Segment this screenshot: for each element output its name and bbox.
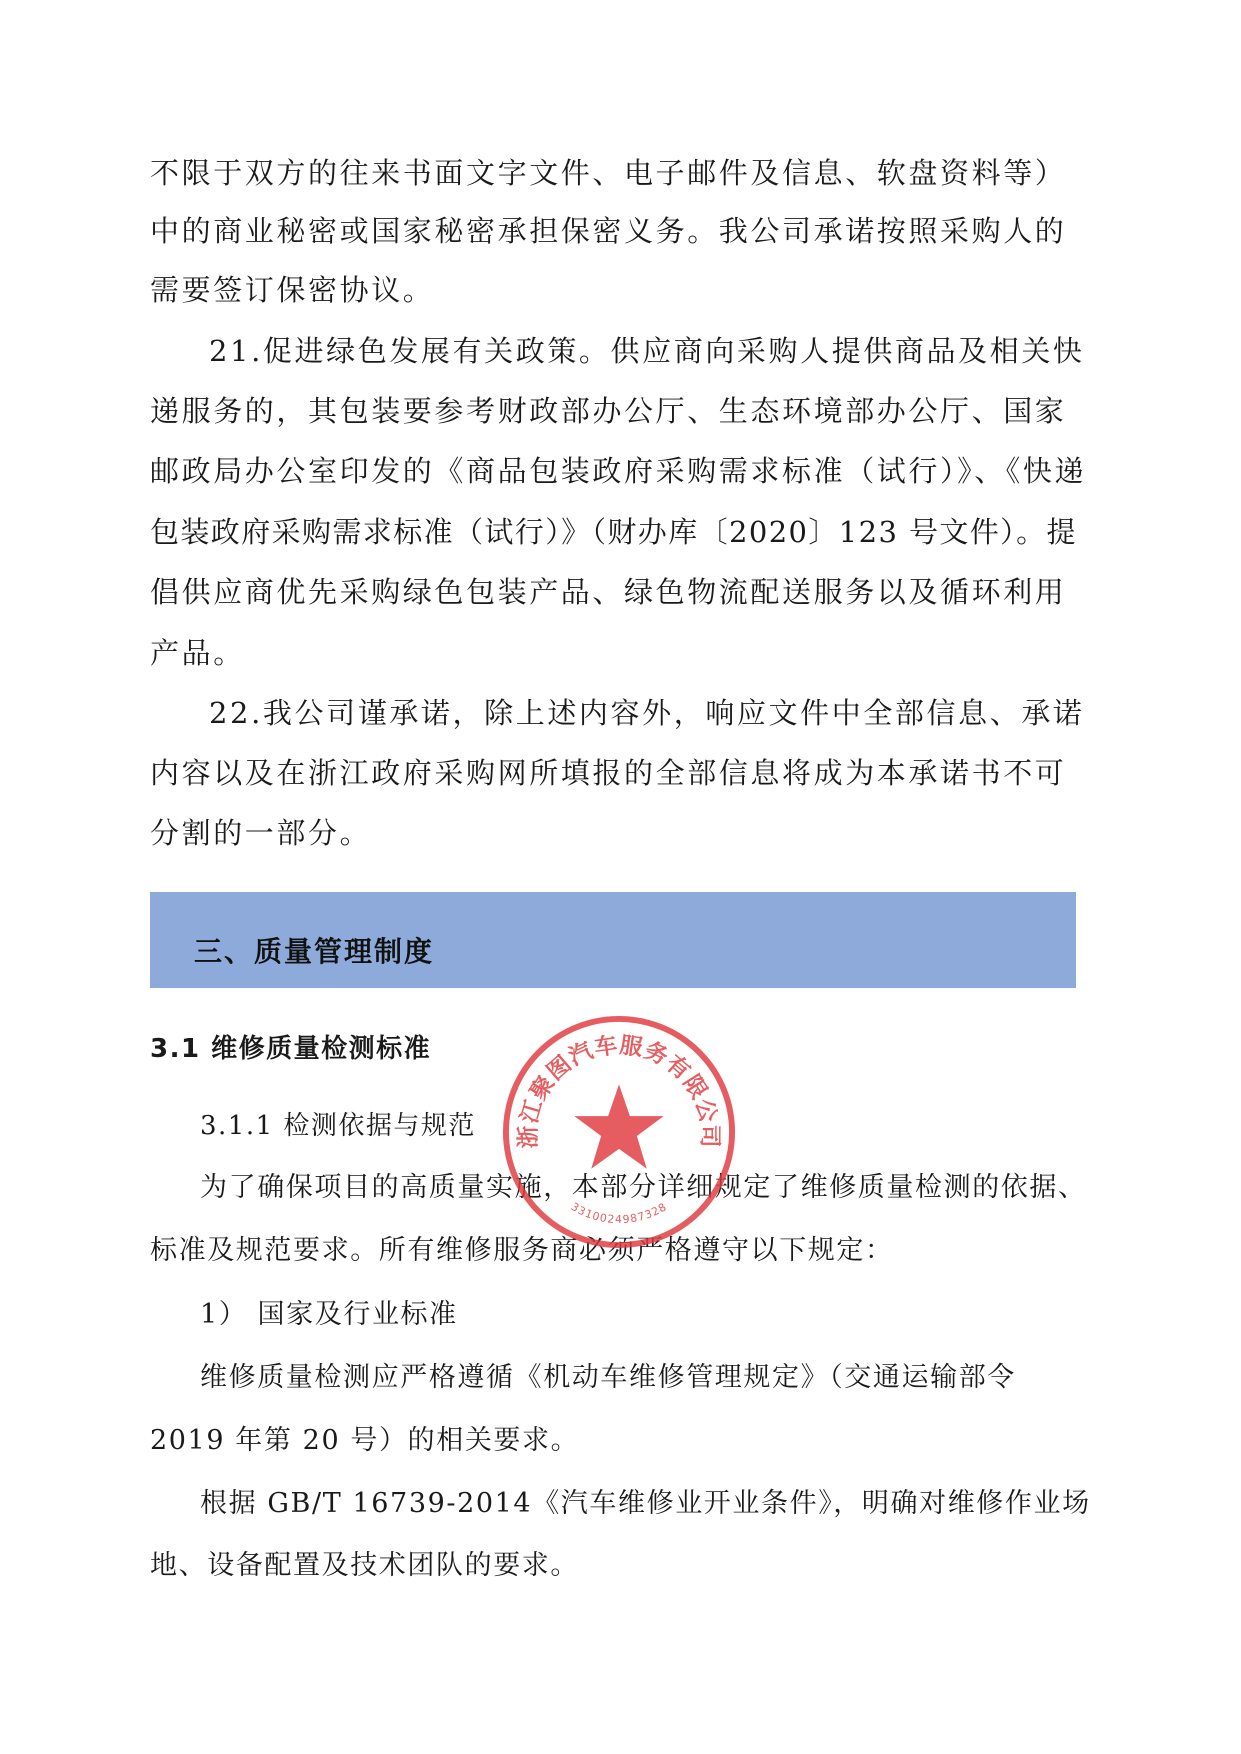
star-icon [574, 1084, 663, 1168]
body-line: 为了确保项目的高质量实施，本部分详细规定了维修质量检测的依据、 [200, 1172, 1087, 1203]
seal-company-name: 浙江聚图汽车服务有限公司 [515, 1032, 723, 1149]
paragraph-line: 不限于双方的往来书面文字文件、电子邮件及信息、软盘资料等） [150, 156, 1067, 190]
paragraph-line: 22.我公司谨承诺，除上述内容外，响应文件中全部信息、承诺 [209, 696, 1085, 730]
paragraph-line: 倡供应商优先采购绿色包装产品、绿色物流配送服务以及循环利用 [150, 575, 1067, 609]
paragraph-line: 产品。 [150, 636, 245, 670]
sub-subsection-title: 3.1.1 检测依据与规范 [200, 1111, 476, 1141]
body-line: 标准及规范要求。所有维修服务商必须严格遵守以下规定： [150, 1235, 894, 1266]
paragraph-line: 包装政府采购需求标准（试行）》（财办库〔2020〕123 号文件）。提 [150, 515, 1077, 549]
section-heading-band [150, 892, 1076, 988]
body-line: 地、设备配置及技术团队的要求。 [150, 1550, 579, 1581]
seal-number: 3310024987328 [568, 1200, 670, 1227]
body-line: 根据 GB/T 16739-2014《汽车维修业开业条件》，明确对维修作业场 [200, 1488, 1091, 1519]
paragraph-line: 中的商业秘密或国家秘密承担保密义务。我公司承诺按照采购人的 [150, 214, 1067, 248]
body-line: 维修质量检测应严格遵循《机动车维修管理规定》（交通运输部令 [200, 1362, 1016, 1393]
subsection-title: 3.1 维修质量检测标准 [150, 1034, 432, 1064]
paragraph-line: 21.促进绿色发展有关政策。供应商向采购人提供商品及相关快 [209, 334, 1085, 368]
section-title: 三、质量管理制度 [194, 935, 435, 968]
list-item-heading: 1） 国家及行业标准 [200, 1299, 458, 1330]
body-line: 2019 年第 20 号）的相关要求。 [150, 1425, 580, 1456]
paragraph-line: 递服务的，其包装要参考财政部办公厅、生态环境部办公厅、国家 [150, 394, 1067, 428]
company-seal-stamp [500, 1013, 738, 1251]
paragraph-line: 内容以及在浙江政府采购网所填报的全部信息将成为本承诺书不可 [150, 756, 1067, 790]
paragraph-line: 需要签订保密协议。 [150, 273, 435, 307]
paragraph-line: 邮政局办公室印发的《商品包装政府采购需求标准（试行）》、《快递 [150, 454, 1087, 488]
svg-text:3310024987328 [569, 1200, 670, 1226]
paragraph-line: 分割的一部分。 [150, 816, 372, 850]
